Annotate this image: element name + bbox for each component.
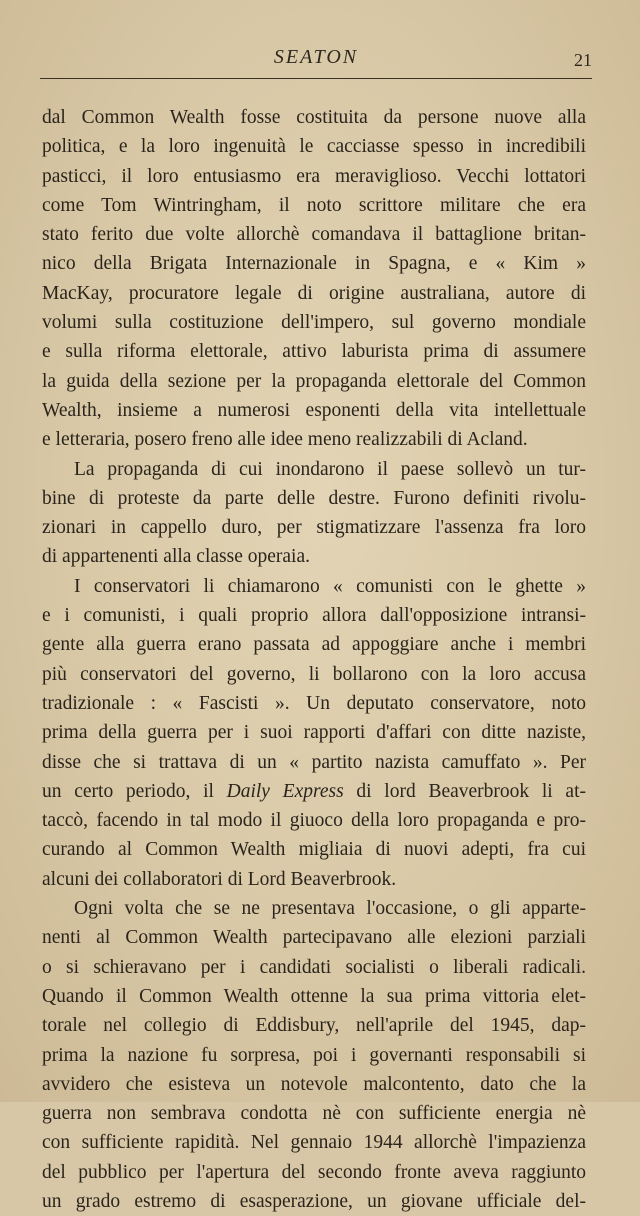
running-title: SEATON [273, 46, 359, 68]
text-line: nenti al Common Wealth partecipavano alle elezioni parziali [42, 927, 586, 949]
text-line: avvidero che esisteva un notevole malcontento, dato che la [42, 1073, 586, 1095]
text-line: bine di proteste da parte delle destre. Furono definiti rivolu- [42, 487, 586, 509]
text-segment: un certo periodo, il [42, 780, 227, 802]
text-line: Wealth, insieme a numerosi esponenti della vita intellettuale [42, 399, 586, 421]
text-line: e sulla riforma elettorale, attivo laburista prima di assumere [42, 341, 586, 363]
text-line: più conservatori del governo, li bollarono con la loro accusa [42, 663, 586, 685]
text-line: e i comunisti, i quali proprio allora dall'opposizione intransi- [42, 605, 586, 627]
text-line: nico della Brigata Internazionale in Spagna, e « Kim » [42, 253, 586, 275]
body-text [42, 103, 586, 1216]
text-line: prima della guerra per i suoi rapporti d'affari con ditte naziste, [42, 722, 586, 744]
text-line: I conservatori li chiamarono « comunisti con le ghette » [74, 575, 586, 597]
text-line: MacKay, procuratore legale di origine australiana, autore di [42, 282, 586, 304]
text-line: Quando il Common Wealth ottenne la sua prima vittoria elet- [42, 985, 586, 1007]
header-rule [40, 78, 592, 79]
text-line: gente alla guerra erano passata ad appoggiare anche i membri [42, 634, 586, 656]
text-line [42, 777, 586, 806]
text-line: tradizionale : « Fascisti ». Un deputato conservatore, noto [42, 692, 586, 714]
text-line: Ogni volta che se ne presentava l'occasione, o gli apparte- [74, 898, 586, 920]
page-number: 21 [574, 50, 592, 70]
text-line: La propaganda di cui inondarono il paese sollevò un tur- [74, 458, 586, 480]
text-line: disse che si trattava di un « partito nazista camuffato ». Per [42, 751, 586, 773]
page-header [40, 46, 592, 80]
text-line: dal Common Wealth fosse costituita da persone nuove alla [42, 107, 586, 128]
text-line: zionari in cappello duro, per stigmatizzare l'assenza fra loro [42, 517, 586, 539]
text-line: la guida della sezione per la propaganda elettorale del Common [42, 370, 586, 392]
text-segment: di lord Beaverbrook li at- [343, 780, 586, 802]
text-line: alcuni dei collaboratori di Lord Beaverbrook. [42, 868, 397, 890]
text-line: curando al Common Wealth migliaia di nuovi adepti, fra cui [42, 839, 586, 861]
text-line: volumi sulla costituzione dell'impero, sul governo mondiale [42, 312, 586, 334]
text-line: come Tom Wintringham, il noto scrittore militare che era [42, 194, 586, 216]
text-line: taccò, facendo in tal modo il giuoco della loro propaganda e pro- [42, 810, 586, 832]
text-line: guerra non sembrava condotta nè con sufficiente energia nè [42, 1103, 586, 1125]
text-line: politica, e la loro ingenuità le cacciasse spesso in incredibili [42, 136, 586, 158]
text-line: stato ferito due volte allorchè comandava il battaglione britan- [42, 224, 586, 246]
text-line: e letteraria, posero freno alle idee meno realizzabili di Acland. [42, 429, 528, 451]
text-line: di appartenenti alla classe operaia. [42, 546, 310, 568]
text-line: prima la nazione fu sorpresa, poi i governanti responsabili si [42, 1044, 586, 1066]
italic-title: Daily Express [226, 780, 344, 802]
text-line: o si schieravano per i candidati socialisti o liberali radicali. [42, 956, 586, 978]
text-line: pasticci, il loro entusiasmo era meraviglioso. Vecchi lottatori [42, 165, 586, 187]
text-line: un grado estremo di esasperazione, un giovane ufficiale del- [42, 1190, 586, 1212]
text-line: del pubblico per l'apertura del secondo fronte aveva raggiunto [42, 1161, 586, 1183]
text-line: torale nel collegio di Eddisbury, nell'aprile del 1945, dap- [42, 1015, 586, 1037]
text-line: con sufficiente rapidità. Nel gennaio 1944 allorchè l'impazienza [42, 1132, 586, 1154]
